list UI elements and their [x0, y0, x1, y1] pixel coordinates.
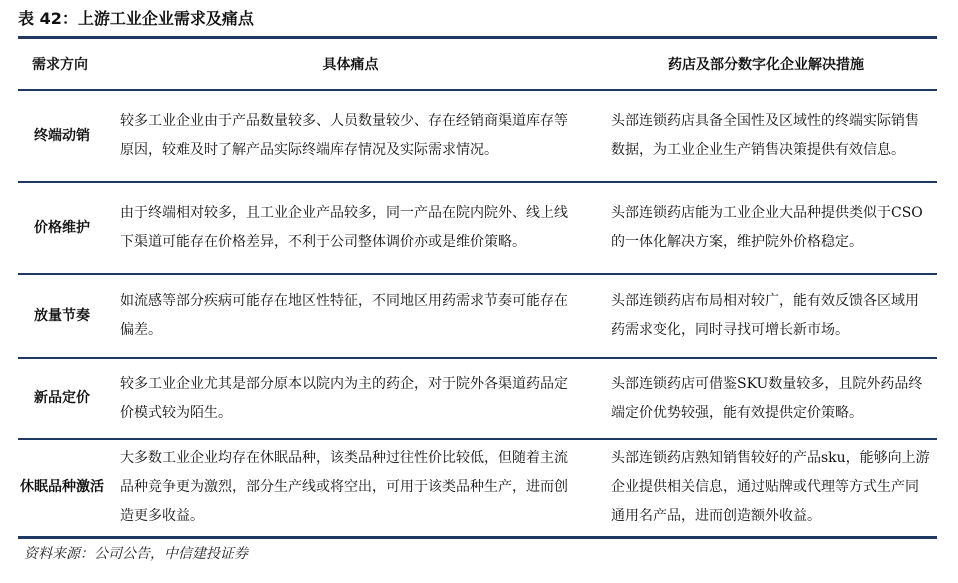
row-pain: 较多工业企业尤其是部分原本以院内为主的药企，对于院外各渠道药品定价模式较为陌生。	[106, 358, 595, 439]
row-direction: 终端动销	[18, 90, 106, 182]
header-solution: 药店及部分数字化企业解决措施	[595, 39, 937, 90]
table-row	[18, 274, 937, 358]
pain-points-table	[18, 39, 937, 539]
row-solution: 头部连锁药店布局相对较广，能有效反馈各区域用药需求变化，同时寻找可增长新市场。	[595, 274, 937, 358]
row-pain: 较多工业企业由于产品数量较多、人员数量较少、存在经销商渠道库存等原因，较难及时了解产品实际终端库存情况及实际需求情况。	[106, 90, 595, 182]
row-pain: 如流感等部分疾病可能存在地区性特征，不同地区用药需求节奏可能存在偏差。	[106, 274, 595, 358]
header-pain: 具体痛点	[106, 39, 595, 90]
header-direction: 需求方向	[18, 39, 106, 90]
source-note: 资料来源：公司公告，中信建投证券	[24, 546, 248, 562]
table-row	[18, 182, 937, 274]
row-solution: 头部连锁药店具备全国性及区域性的终端实际销售数据，为工业企业生产销售决策提供有效信息。	[595, 90, 937, 182]
row-solution: 头部连锁药店可借鉴SKU数量较多，且院外药品终端定价优势较强，能有效提供定价策略。	[595, 358, 937, 439]
row-direction: 新品定价	[18, 358, 106, 439]
row-pain: 由于终端相对较多，且工业企业产品较多，同一产品在院内院外、线上线下渠道可能存在价格差异，不利于公司整体调价亦或是维价策略。	[106, 182, 595, 274]
table-title: 表 42：上游工业企业需求及痛点	[18, 9, 254, 28]
row-solution: 头部连锁药店熟知销售较好的产品sku，能够向上游企业提供相关信息，通过贴牌或代理等方式生产同通用名产品，进而创造额外收益。	[595, 439, 937, 537]
table-row	[18, 358, 937, 439]
table-row	[18, 439, 937, 537]
row-pain: 大多数工业企业均存在休眠品种，该类品种过往性价比较低，但随着主流品种竞争更为激烈，部分生产线或将空出，可用于该类品种生产，进而创造更多收益。	[106, 439, 595, 537]
row-direction: 价格维护	[18, 182, 106, 274]
table-row	[18, 90, 937, 182]
header-row	[18, 39, 937, 90]
row-solution: 头部连锁药店能为工业企业大品种提供类似于CSO的一体化解决方案，维护院外价格稳定。	[595, 182, 937, 274]
row-direction: 放量节奏	[18, 274, 106, 358]
row-direction: 休眠品种激活	[18, 439, 106, 537]
